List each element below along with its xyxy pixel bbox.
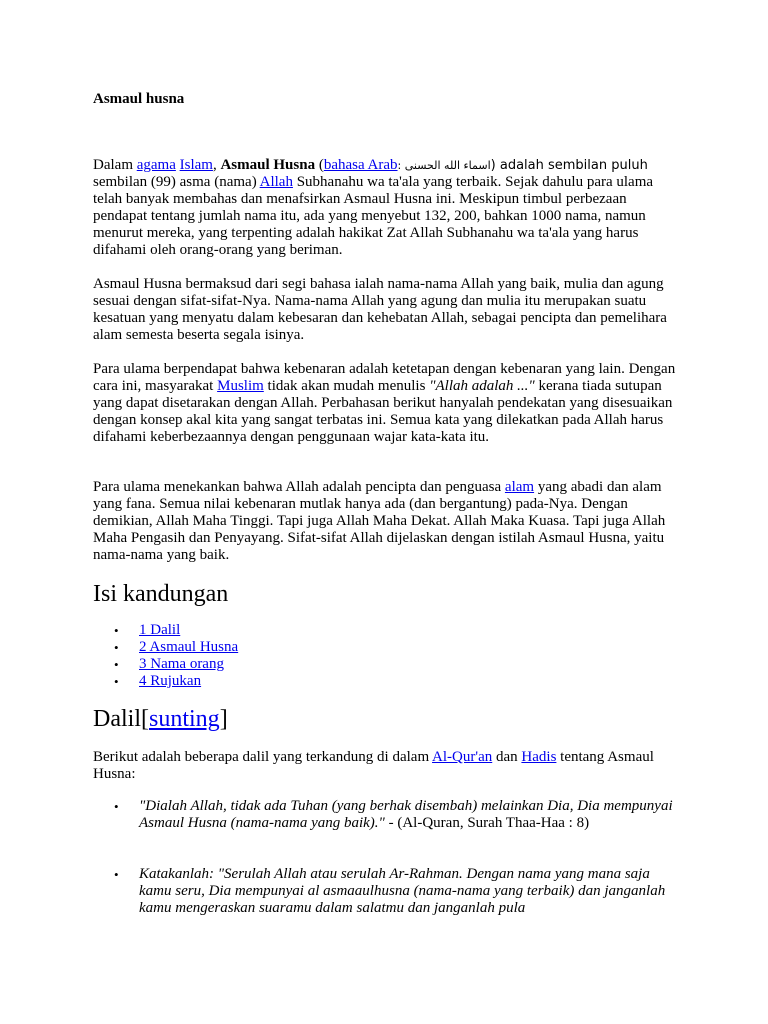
quote-list	[93, 866, 683, 917]
quote-item	[93, 798, 683, 832]
para3-quote: "Allah adalah ..."	[429, 378, 535, 394]
toc-section	[93, 580, 683, 608]
toc-item	[93, 639, 683, 656]
quote-list	[93, 798, 683, 832]
paragraph-4	[93, 479, 683, 564]
toc-link-nama-orang[interactable]: 3 Nama orang	[139, 656, 224, 672]
document-title: Asmaul husna	[93, 91, 185, 107]
quote-list-1	[93, 798, 683, 832]
quote-list-2	[93, 866, 683, 917]
quote-item	[93, 866, 683, 917]
intro-text-d: Subhanahu wa ta'ala yang terbaik. Sejak dahulu para ulama telah banyak membahas dan menafsirkan Asmaul Husna ini. Meskipun timbul perbezaan pendapat tentang jumlah nama itu, ada yang menyebut 132, 200, bahkan 1000 nama, namun menurut mereka, yang terpenting adalah hakikat Zat Allah Subhanahu wa ta'ala yang harus difahami oleh orang-orang yang beriman.	[93, 174, 654, 258]
toc-link-dalil[interactable]: 1 Dalil	[139, 622, 181, 638]
dalil-intro-a: Berikut adalah beberapa dalil yang terkandung di dalam	[93, 749, 433, 765]
toc-item	[93, 656, 683, 673]
arabic-term: اسماء الله الحسنى	[404, 159, 491, 172]
quote-text: Katakanlah: "Serulah Allah atau serulah Ar-Rahman. Dengan nama yang mana saja kamu seru, Dia mempunyai al asmaaulhusna (nama-nama yang terbaik) dan janganlah kamu mengeraskan suaramu dalam salatmu dan janganlah pula	[139, 866, 666, 916]
intro-text-b: ) adalah sembilan puluh	[490, 158, 648, 173]
para3-a: Para ulama berpendapat bahwa kebenaran adalah ketetapan dengan kebenaran yang lain. Dengan cara ini, masyarakat	[93, 361, 676, 394]
link-hadis[interactable]: Hadis	[521, 749, 557, 765]
toc-item	[93, 673, 683, 690]
link-bahasa-arab[interactable]: bahasa Arab	[323, 157, 398, 173]
link-agama[interactable]: agama	[136, 157, 176, 173]
bracket-close: ]	[219, 706, 228, 732]
link-alam[interactable]: alam	[504, 479, 535, 495]
link-allah[interactable]: Allah	[259, 174, 293, 190]
para4-b: yang abadi dan alam yang fana. Semua nilai kebenaran mutlak hanya ada (dan bergantung) pada-Nya. Dengan demikian, Allah Maha Tinggi. Tapi juga Allah Maha Dekat. Allah Maka Kuasa. Tapi juga Allah Maha Pengasih dan Penyayang. Sifat-sifat Allah dijelaskan dengan istilah Asmaul Husna, yaitu nama-nama yang baik.	[93, 479, 666, 563]
bracket-open: [	[141, 706, 149, 732]
link-islam[interactable]: Islam	[179, 157, 213, 173]
para4-a: Para ulama menekankan bahwa Allah adalah pencipta dan penguasa	[93, 479, 505, 495]
edit-section-link[interactable]: sunting	[149, 706, 220, 732]
dalil-heading-text: Dalil	[93, 706, 141, 732]
toc-list-wrap	[93, 622, 683, 690]
toc-link-asmaul-husna[interactable]: 2 Asmaul Husna	[139, 639, 239, 655]
paragraph-2	[93, 276, 683, 344]
paragraph-3	[93, 361, 683, 446]
para3-b: tidak akan mudah menulis	[263, 378, 430, 394]
quote-text: "Dialah Allah, tidak ada Tuhan (yang berhak disembah) melainkan Dia, Dia mempunyai Asmaul Husna (nama-nama yang baik)."	[139, 798, 673, 831]
dalil-heading	[93, 705, 683, 733]
paren-open: (	[315, 157, 324, 173]
link-muslim[interactable]: Muslim	[217, 378, 264, 394]
toc-item	[93, 622, 683, 639]
paragraph-2-text: Asmaul Husna bermaksud dari segi bahasa ialah nama-nama Allah yang baik, mulia dan agung sesuai dengan sifat-sifat-Nya. Nama-nama Allah yang agung dan mulia itu merupakan suatu kesatuan yang menyatu dalam kebesaran dan kehebatan Allah, sebagai pencipta dan pemelihara alam semesta beserta segala isinya.	[93, 276, 667, 343]
intro-text-c: sembilan (99) asma (nama)	[93, 174, 260, 190]
toc-list	[93, 622, 683, 690]
toc-heading: Isi kandungan	[93, 581, 229, 607]
para3-c: kerana tiada sutupan yang dapat disetarakan dengan Allah. Perbahasan berikut hanyalah pendekatan yang disesuaikan dengan konsep akal kita yang sangat terbatas ini. Semua kata yang dilekatkan pada Allah harus difahami keberbezaannya dengan penggunaan wajar kata-kata itu.	[93, 378, 673, 445]
intro-text: Dalam	[93, 157, 137, 173]
intro-paragraph	[93, 157, 683, 259]
quote-reference: - (Al-Quran, Surah Thaa-Haa : 8)	[384, 815, 590, 831]
separator: ,	[212, 157, 221, 173]
colon: :	[397, 159, 405, 172]
toc-link-rujukan[interactable]: 4 Rujukan	[139, 673, 202, 689]
dalil-intro	[93, 749, 683, 783]
dalil-section	[93, 705, 683, 733]
link-quran[interactable]: Al-Qur'an	[432, 749, 493, 765]
bold-term: Asmaul Husna	[220, 157, 316, 173]
dalil-intro-c: tentang Asmaul Husna:	[93, 749, 654, 782]
dalil-intro-b: dan	[492, 749, 522, 765]
